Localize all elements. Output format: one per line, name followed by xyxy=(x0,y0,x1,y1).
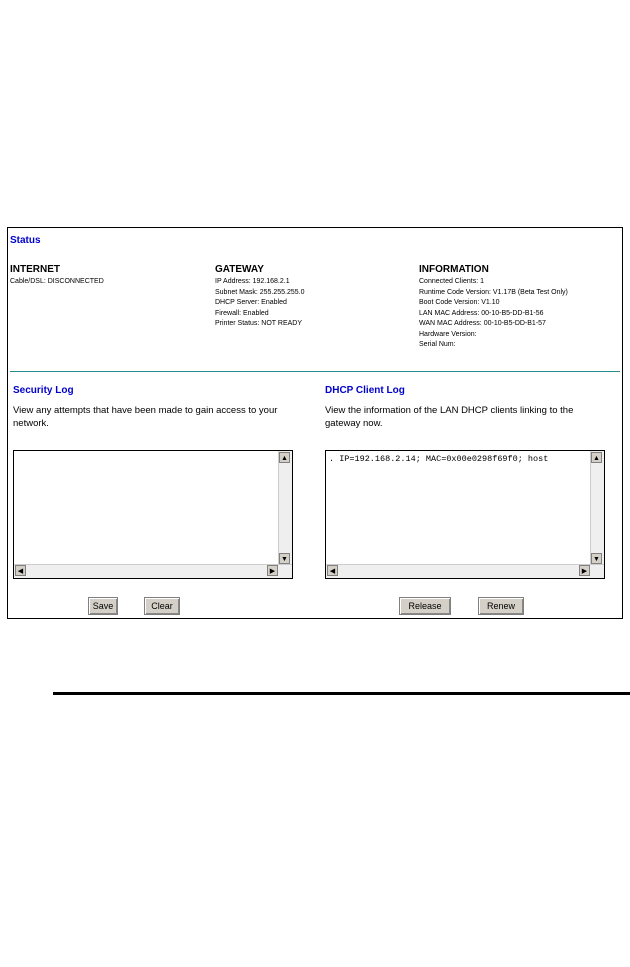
info-runtime-code-version: Runtime Code Version: V1.17B (Beta Test Only) xyxy=(419,288,568,296)
scroll-down-icon[interactable]: ▼ xyxy=(591,553,602,564)
internet-section xyxy=(10,264,104,288)
gateway-subnet-mask: Subnet Mask: 255.255.255.0 xyxy=(215,288,305,296)
security-log-textarea[interactable] xyxy=(13,450,293,579)
page-divider-rule xyxy=(53,692,630,695)
release-button[interactable]: Release xyxy=(399,597,451,615)
security-log-hscroll[interactable] xyxy=(14,564,292,578)
scroll-up-icon[interactable]: ▲ xyxy=(279,452,290,463)
info-serial-num: Serial Num: xyxy=(419,341,456,348)
info-boot-code-version: Boot Code Version: V1.10 xyxy=(419,299,500,306)
scroll-down-icon[interactable]: ▼ xyxy=(279,553,290,564)
status-panel xyxy=(7,227,623,619)
scroll-up-icon[interactable]: ▲ xyxy=(591,452,602,463)
gateway-section xyxy=(215,264,305,330)
dhcp-log-vscroll[interactable] xyxy=(590,451,604,565)
info-connected-clients: Connected Clients: 1 xyxy=(419,278,484,285)
security-log-vscroll[interactable] xyxy=(278,451,292,565)
security-log-description: View any attempts that have been made to gain access to your network. xyxy=(13,405,278,429)
save-button[interactable]: Save xyxy=(88,597,118,615)
gateway-printer-status: Printer Status: NOT READY xyxy=(215,320,303,327)
dhcp-client-entry: . IP=192.168.2.14; MAC=0x00e0298f69f0; host xyxy=(329,454,549,464)
dhcp-client-log-textarea[interactable] xyxy=(325,450,605,579)
dhcp-client-log-description: View the information of the LAN DHCP clients linking to the gateway now. xyxy=(325,405,574,429)
information-section xyxy=(419,264,568,351)
scroll-right-icon[interactable]: ▶ xyxy=(267,565,278,576)
info-wan-mac-address: WAN MAC Address: 00-10-B5-DD-B1-57 xyxy=(419,320,546,327)
renew-button[interactable]: Renew xyxy=(478,597,524,615)
internet-heading: INTERNET xyxy=(10,264,60,275)
scroll-right-icon[interactable]: ▶ xyxy=(579,565,590,576)
gateway-ip-address: IP Address: 192.168.2.1 xyxy=(215,278,290,285)
scroll-left-icon[interactable]: ◀ xyxy=(15,565,26,576)
section-divider xyxy=(10,371,620,372)
clear-button[interactable]: Clear xyxy=(144,597,180,615)
dhcp-log-hscroll[interactable] xyxy=(326,564,604,578)
information-heading: INFORMATION xyxy=(419,264,489,275)
gateway-firewall: Firewall: Enabled xyxy=(215,309,269,317)
scroll-left-icon[interactable]: ◀ xyxy=(327,565,338,576)
page-title: Status xyxy=(10,235,41,246)
info-lan-mac-address: LAN MAC Address: 00-10-B5-DD-B1-56 xyxy=(419,309,544,317)
dhcp-client-log-title: DHCP Client Log xyxy=(325,385,405,396)
gateway-dhcp-server: DHCP Server: Enabled xyxy=(215,299,287,306)
cable-dsl-status: Cable/DSL: DISCONNECTED xyxy=(10,278,104,285)
security-log-title: Security Log xyxy=(13,385,74,396)
gateway-heading: GATEWAY xyxy=(215,264,264,275)
info-hardware-version: Hardware Version: xyxy=(419,330,477,338)
